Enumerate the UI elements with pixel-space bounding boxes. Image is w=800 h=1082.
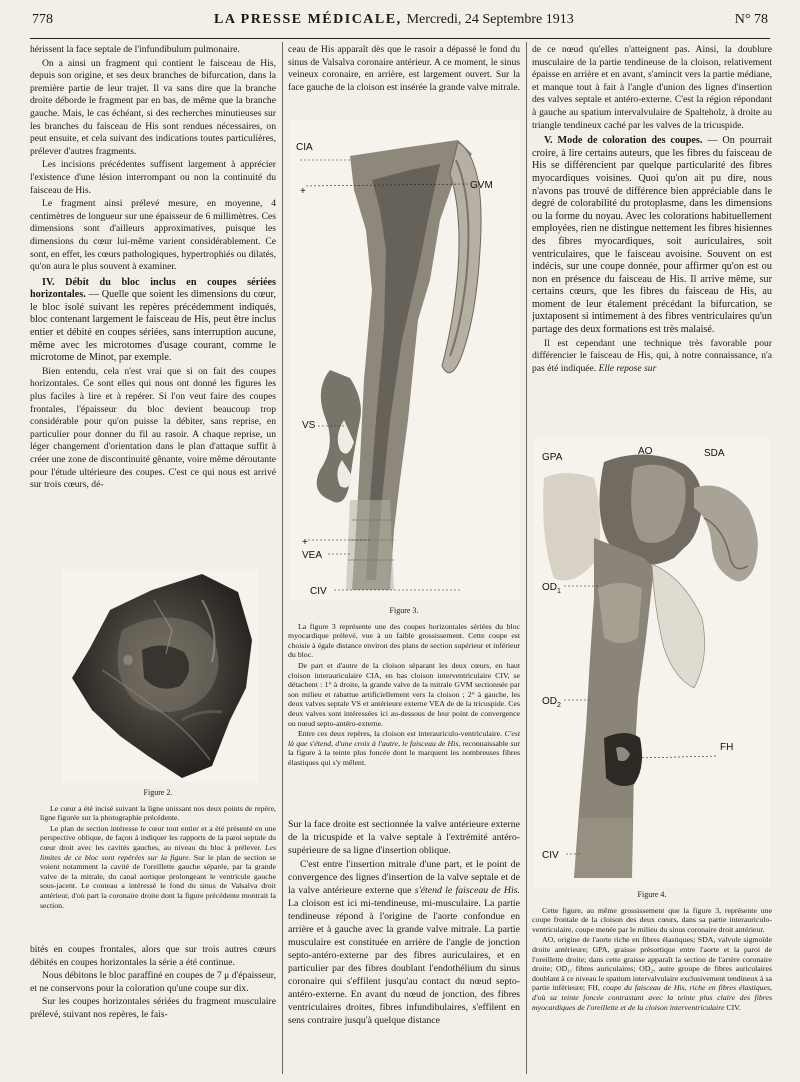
paragraph: Nous débitons le bloc paraffiné en coupes de 7 μ d'épaisseur, et ne conservons pour la coloration qu'une coupe sur dix. xyxy=(30,970,276,994)
journal-name: LA PRESSE MÉDICALE, xyxy=(214,12,402,27)
figure-3-section-micrograph xyxy=(290,120,520,600)
caption-paragraph: Cette figure, au même grossissement que la figure 3, représente une coupe frontale de la cloison des deux cœurs, dans sa partie interauriculo-ventriculaire, coupe menée par le milieu du sinus coronaire droit antérieur. xyxy=(532,905,772,934)
label-vea: VEA xyxy=(302,550,323,561)
plus-marker-lower: + xyxy=(302,537,308,548)
paragraph: On a ainsi un fragment qui contient le faisceau de His, depuis son origine, et ses deux branches de bifurcation, dans la première partie de leur trajet. Il va sans dire que la branche droite déborde le fragment par en bas, de même que la branche gauche. Mais, le cas échéant, si des recherches minutieuses sur les branches du faisceau de His sont rendues nécessaires, on peut ensuite, et cela suivant des indications toutes particulières, prélever d'autres fragments. xyxy=(30,57,276,157)
paragraph: Sur la face droite est sectionnée la valve antérieure externe de la tricuspide et la valve septale à l'extrémité antéro-supérieure de sa ligne d'insertion oblique. xyxy=(288,819,520,856)
paragraph: de ce nœud qu'elles n'atteignent pas. Ainsi, la doublure musculaire de la partie tendineuse de la cloison, relativement épaisse en arrière et en avant, s'amincit vers la partie médiane, et manque tout à fait à l'angle d'union des lignes d'insertion des valves septale et antéro-externe. C'est la région répondant à gauche au spatium intervalvulaire de Spalteholz, à droite au triangle tendineux caché par les valves de la tricuspide. xyxy=(532,44,772,131)
caption-paragraph: La figure 3 représente une des coupes horizontales sériées du bloc myocardique prélevé, vue à un faible grossissement. Cette coupe est choisie à égale distance environ des plans de section supérieur et inférieur du bloc. xyxy=(288,621,520,660)
column-1-text-top xyxy=(30,44,276,568)
column-divider-1 xyxy=(282,42,283,1074)
caption-text: Sur le plan de section se voient notamment la cavité de l'oreillette gauche séparée, par la grande valve de la mitrale, du canal aortique prolongeant le ventricule gauche sous-jacent. Le couteau a intéressé le fond du sinus de Valsalva droit antérieur, d'où part la coronaire droite dont la figure précédente montrait la section. xyxy=(40,852,276,910)
caption-italic: coupe du faisceau de His, riche en fibres élastiques, d'où sa teinte foncée contrastant avec la teinte plus claire des fibres myocardiques de l'oreillette et de la cloison interventriculaire xyxy=(532,983,772,1012)
paragraph-italic: Elle repose sur xyxy=(596,362,657,374)
paragraph-text: Il est cependant une technique très favorable pour différencier le faisceau de His, qui, à notre connaissance, n'a pas été indiquée. xyxy=(532,337,772,374)
caption-text: Le plan de section intéresse le cœur tout entier et a été présenté en une perspective oblique, de façon à indiquer les rapports de la paroi septale du cœur droit avec les cavités gauches, au niveau du bloc à prélever. xyxy=(40,823,276,852)
label-gvm: GVM xyxy=(470,180,493,191)
column-1-text-bottom xyxy=(30,944,276,1072)
caption-text: Entre ces deux repères, la cloison est interauriculo-ventriculaire. xyxy=(298,729,503,739)
paragraph: hérissent la face septale de l'infundibulum pulmonaire. xyxy=(30,44,240,55)
section-heading-iv xyxy=(30,277,276,365)
figure-2-caption xyxy=(40,788,276,928)
label-od1-subscript: 1 xyxy=(557,588,561,595)
label-fh: FH xyxy=(720,742,734,753)
label-od2-text: OD xyxy=(542,696,557,707)
paragraph xyxy=(288,858,520,1027)
paragraph-text: C'est entre l'insertion mitrale d'une part, et le point de convergence des lignes d'insertion de la valve septale et de la valve antérieure externe que xyxy=(288,859,520,896)
label-civ: CIV xyxy=(542,850,559,861)
caption-paragraph xyxy=(288,729,520,767)
label-od1 xyxy=(542,582,561,595)
caption-text: reconnaissable sur la figure à la teinte plus foncée dont le marquent les nombreuses fibres élastiques qui s'y mêlent. xyxy=(288,738,520,767)
heading-text: V. Mode de coloration des coupes. xyxy=(544,135,703,147)
label-vs: VS xyxy=(302,420,316,431)
caption-paragraph xyxy=(532,935,772,1012)
figure-3-title: Figure 3. xyxy=(389,606,419,615)
paragraph xyxy=(532,338,772,376)
column-3-text xyxy=(532,44,772,434)
caption-italic: C'est là que s'étend, d'une croix à l'autre, le faisceau de His, xyxy=(288,729,520,748)
caption-italic: Les limites de ce bloc sont repérées sur la figure. xyxy=(40,842,276,862)
column-2-text-bottom xyxy=(288,818,520,1074)
paragraph: Les incisions précédentes suffisent largement à apprécier l'existence d'une lésion interrompant ou non la continuité du faisceau de His. xyxy=(30,159,276,196)
issue-number: N° 78 xyxy=(734,12,768,27)
header-rule xyxy=(30,38,770,39)
issue-date: Mercredi, 24 Septembre 1913 xyxy=(406,12,574,27)
column-divider-2 xyxy=(526,42,527,1074)
heading-continuation: — Quelle que soient les dimensions du cœur, le bloc isolé suivant les repères précédemment indiqués, bloc contenant largement le faisceau de His, peut être inclus entier et débité en coupes sériées, sans interruption aucune, même avec les microtomes d'usage courant, comme le microtome de Minot, par exemple. xyxy=(30,289,276,364)
figure-2-heart-photograph xyxy=(62,570,258,782)
caption-paragraph: Le cœur a été incisé suivant la ligne unissant nos deux points de repère, ligne figurée sur la photographie précédente. xyxy=(40,803,276,823)
label-od2 xyxy=(542,696,561,709)
caption-text: CIV. xyxy=(724,1002,741,1012)
paragraph: Bien entendu, cela n'est vrai que si on fait des coupes horizontales. Ce sont elles qui nous ont donné les figures les plus faciles à lire et à repérer. Si l'on veut faire des coupes frontales, l'épaisseur du bloc devient beaucoup trop considérable pour qu'on puisse la débiter, sans reprise, en particulier pour donner du fil au rasoir. A chaque reprise, un léger changement d'orientation dans le plan d'attaque suffit à créer une zone de discontinuité gênante, voire même déroutante pour l'étude ultérieure des coupes. C'est ce qui nous est arrivé sur trois cœurs, dé- xyxy=(30,365,276,491)
label-sda: SDA xyxy=(704,448,725,459)
figure-2-title: Figure 2. xyxy=(143,788,173,797)
page-header xyxy=(32,12,768,34)
label-gpa: GPA xyxy=(542,452,563,463)
caption-paragraph: De part et d'autre de la cloison séparant les deux cœurs, en haut cloison interauriculaire CIA, en bas cloison interventriculaire CIV, se détachent : 1° à droite, la grande valve de la mitrale GVM sectionnée par son milieu et rabattue artificiellement vers la cloison ; 2° à gauche, les deux valves septale VS et antérieure externe VEA de de la tricuspide. Ces deux valves sont intéressées ici au-dessous de leur point de convergence ou nœud septo-antéro-externe. xyxy=(288,660,520,728)
paragraph: Le fragment ainsi prélevé mesure, en moyenne, 4 centimètres de longueur sur une épaisseur de 6 millimètres. Ces dimensions sont d'ailleurs approximatives, puisque les dimensions du cœur lui-même varient considérablement. Ce sont, en effet, les cœurs pathologiques, hypertrophiés ou dilatés, qu'on aura le plus souvent à examiner. xyxy=(30,198,276,273)
paragraph: Sur les coupes horizontales sériées du fragment musculaire prélevé, suivant nos repères, le fais- xyxy=(30,996,276,1020)
page-number: 778 xyxy=(32,12,53,27)
plus-marker-upper: + xyxy=(300,186,306,197)
figure-3-caption xyxy=(288,606,520,810)
paragraph: ceau de His apparaît dès que le rasoir a dépassé le fond du sinus de Valsalva coronaire antérieur. A ce moment, le sinus veineux coronaire, en arrière, est largement ouvert. Sur la face gauche de la cloison est insérée la grande valve mitrale. xyxy=(288,44,520,93)
label-od2-subscript: 2 xyxy=(557,702,561,709)
section-heading-v xyxy=(532,135,772,337)
label-ao: AO xyxy=(638,446,653,457)
figure-4-title: Figure 4. xyxy=(637,890,667,899)
paragraph: bités en coupes frontales, alors que sur trois autres cœurs débités en coupes horizontales la série a été continue. xyxy=(30,944,276,968)
paragraph-italic: s'étend le faisceau de His. xyxy=(411,885,520,896)
figure-4-caption xyxy=(532,890,772,1074)
label-civ: CIV xyxy=(310,586,327,597)
paragraph-text: La cloison est ici mi-tendineuse, mi-musculaire. La partie tendineuse répond à l'origine de l'aorte confondue en arrière et à gauche avec la grande valve mitrale. La partie musculaire est constituée en arrière de l'angle de jonction septo-antéro-externe par des fibres auriculaires, et en particulier par des fibres doublant l'endothélium du sinus coronaire qui s'effilent jusqu'au contact du nœud septo-antéro-externe. En avant du nœud de jonction, des fibres ventriculaires droites, fibres infundibulaires, s'effilent en sens contraire jusqu'à quelque distance xyxy=(288,898,520,1026)
heading-continuation: — On pourrait croire, à lire certains auteurs, que les fibres du faisceau de His se différencient par quelque particularité des fibres myocardiques voisines. Quoi qu'on ait pu dire, nous n'avons pas trouvé de différence bien appréciable dans le degré de colorabilité du protoplasme, dans les dimensions ou la forme du noyau. Avec les colorations habituellement employées, rien ne distingue nettement les fibres hisiennes des fibres myocardiques, soit auriculaires, soit ventriculaires, que le faisceau avoisine. Souvent on est indécis, sur une coupe donnée, pour affirmer qu'on est ou non en présence du faisceau de His. Il arrive même, sur certains cœurs, que les fibres du faisceau de His, au moment de leur étalement précédant la bifurcation, se juxtaposent si intimement à des fibres ventriculaires qu'un partage des deux formations est très malaisé. xyxy=(532,135,772,336)
caption-paragraph xyxy=(40,824,276,910)
caption-text: AO, origine de l'aorte riche en fibres élastiques; SDA, valvule sigmoïde droite antérieure; GPA, graisse présortique entre l'aorte et la paroi de l'oreillette droite; dans cette graisse apparaît la section de l'artère coronaire droite; OD₁, fibres auriculaires; OD₂, autre groupe de fibres auriculaires doublant à ce niveau le spatium intervalvulaire exclusivement tendineux à sa partie inférieure; FH, xyxy=(532,935,772,993)
figure-4-section-micrograph xyxy=(534,438,770,888)
label-od1-text: OD xyxy=(542,582,557,593)
label-cia: CIA xyxy=(296,142,313,153)
heading-text: IV. Débit du bloc inclus en coupes sériées horizontales. xyxy=(30,276,276,301)
journal-title xyxy=(214,12,574,28)
